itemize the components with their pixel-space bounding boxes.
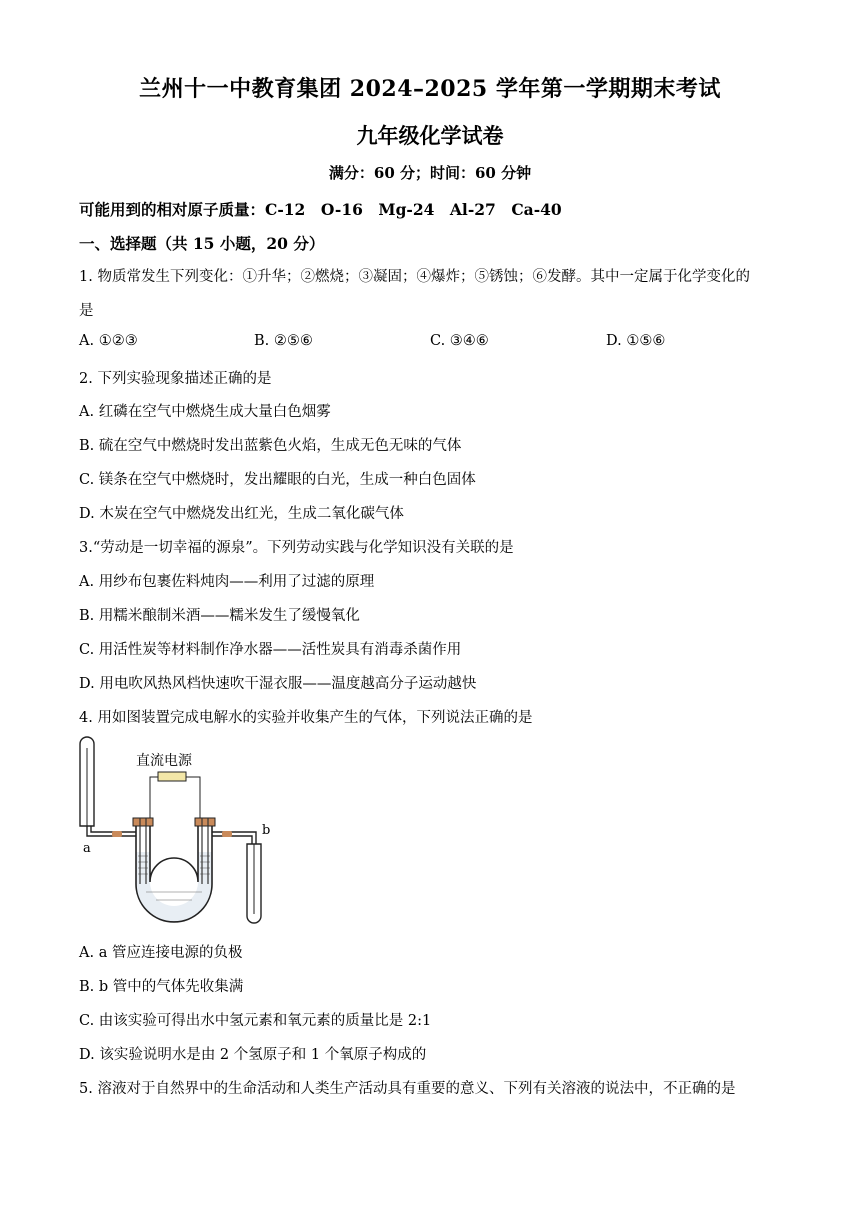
right-wire [186, 777, 200, 818]
q2-option-a: A. 红磷在空气中燃烧生成大量白色烟雾 [79, 404, 331, 420]
q2-option-b: B. 硫在空气中燃烧时发出蓝紫色火焰，生成无色无味的气体 [79, 438, 462, 454]
atomic-masses: 可能用到的相对原子质量：C-12 O-16 Mg-24 Al-27 Ca-40 [79, 200, 562, 219]
right-clamp [222, 831, 232, 837]
q2-option-c: C. 镁条在空气中燃烧时，发出耀眼的白光，生成一种白色固体 [79, 472, 476, 488]
q1-option-c: C. ③④⑥ [430, 333, 489, 349]
left-clamp [112, 831, 122, 837]
electrolysis-apparatus-diagram [76, 734, 276, 930]
q1-stem-line2: 是 [79, 303, 94, 319]
label-a: a [83, 841, 91, 856]
u-tube-inner [150, 822, 198, 882]
exam-subtitle: 九年级化学试卷 [356, 123, 504, 148]
left-wire [150, 777, 158, 818]
q4-stem: 4. 用如图装置完成电解水的实验并收集产生的气体，下列说法正确的是 [79, 710, 533, 726]
power-source-icon [158, 772, 186, 781]
q2-stem: 2. 下列实验现象描述正确的是 [79, 371, 272, 387]
right-stopper [195, 818, 215, 826]
section-heading: 一、选择题（共 15 小题，20 分） [79, 234, 325, 253]
q3-option-a: A. 用纱布包裹佐料炖肉——利用了过滤的原理 [79, 574, 375, 590]
q3-option-c: C. 用活性炭等材料制作净水器——活性炭具有消毒杀菌作用 [79, 642, 462, 658]
score-time: 满分：60 分；时间：60 分钟 [328, 164, 532, 182]
q1-stem-line1: 1. 物质常发生下列变化：①升华；②燃烧；③凝固；④爆炸；⑤锈蚀；⑥发酵。其中一定属于化学变化的 [79, 269, 750, 285]
q1-option-a: A. ①②③ [79, 333, 138, 349]
q1-option-b: B. ②⑤⑥ [254, 333, 313, 349]
q4-option-d: D. 该实验说明水是由 2 个氢原子和 1 个氧原子构成的 [79, 1047, 427, 1063]
q4-option-b: B. b 管中的气体先收集满 [79, 979, 244, 995]
q1-option-d: D. ①⑤⑥ [606, 333, 666, 349]
q3-option-b: B. 用糯米酿制米酒——糯米发生了缓慢氧化 [79, 608, 360, 624]
q4-option-c: C. 由该实验可得出水中氢元素和氧元素的质量比是 2:1 [79, 1013, 432, 1029]
q2-option-d: D. 木炭在空气中燃烧发出红光，生成二氧化碳气体 [79, 506, 404, 522]
q5-stem: 5. 溶液对于自然界中的生命活动和人类生产活动具有重要的意义、下列有关溶液的说法中，不正确的是 [79, 1081, 736, 1097]
label-b: b [262, 823, 271, 838]
power-label: 直流电源 [136, 753, 192, 769]
q4-option-a: A. a 管应连接电源的负极 [79, 945, 243, 961]
q3-stem: 3.“劳动是一切幸福的源泉”。下列劳动实践与化学知识没有关联的是 [79, 540, 514, 556]
q3-option-d: D. 用电吹风热风档快速吹干湿衣服——温度越高分子运动越快 [79, 676, 477, 692]
exam-title: 兰州十一中教育集团 2024–2025 学年第一学期期末考试 [139, 76, 721, 102]
left-stopper [133, 818, 153, 826]
